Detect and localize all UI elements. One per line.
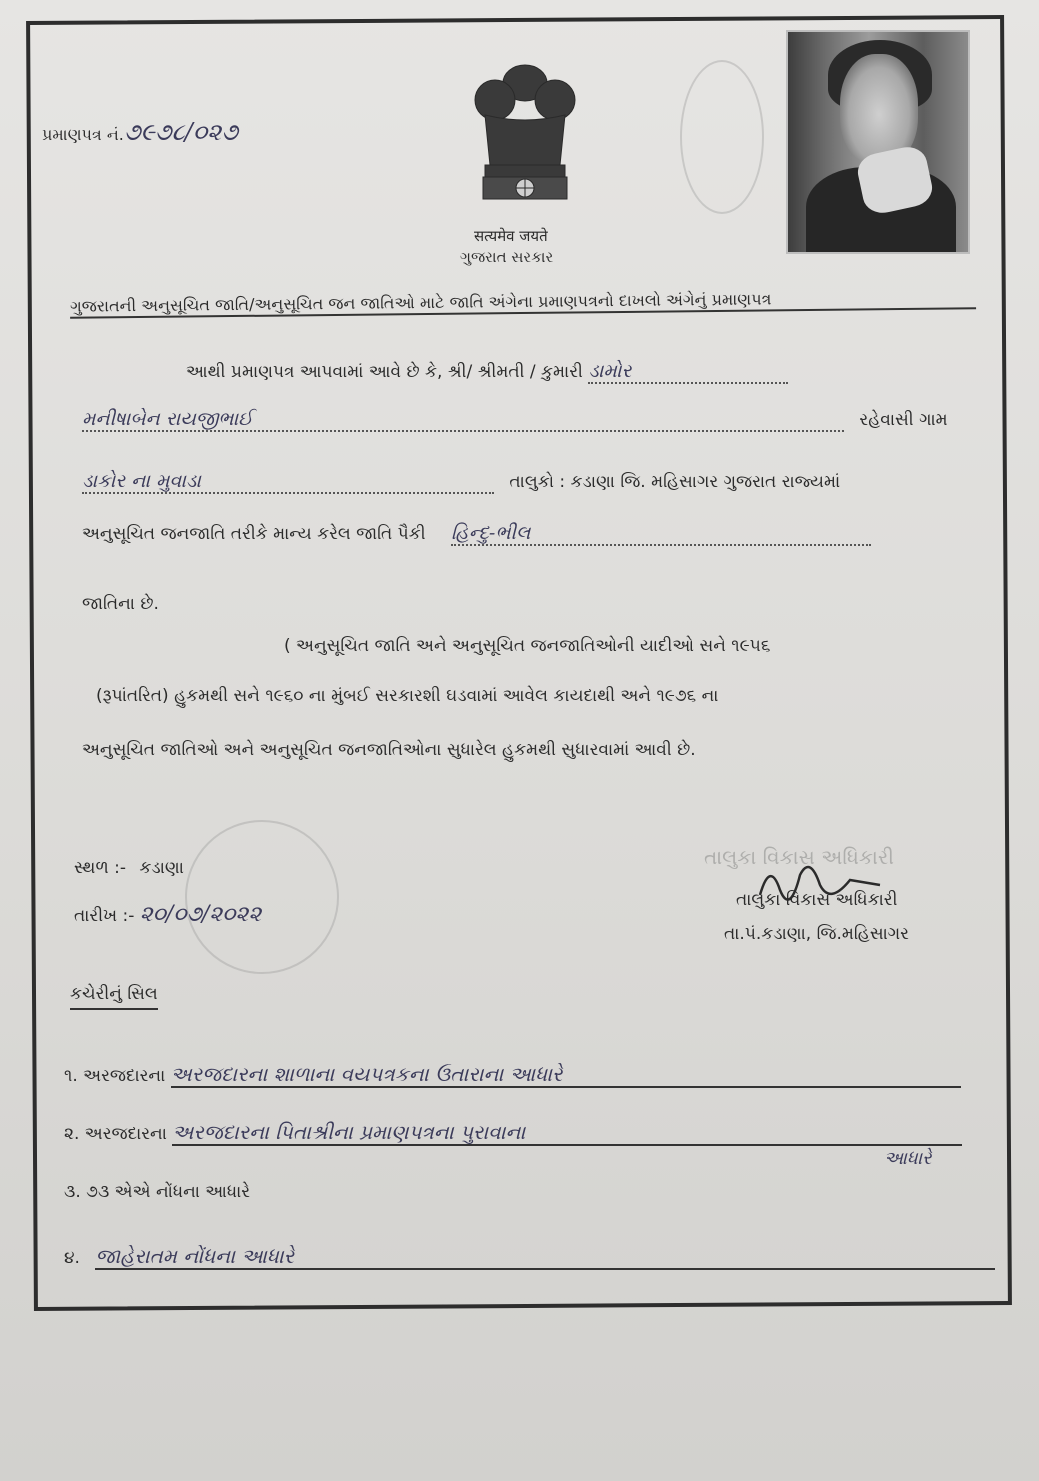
emblem-motto: सत्यमेव जयते (474, 227, 548, 245)
basis-value: અરજદારના શાળાના વયપત્રકના ઉતારાના આધારે (171, 1062, 961, 1088)
faint-seal-bottom (185, 820, 339, 974)
date-row (74, 902, 261, 927)
basis-item-2 (64, 1120, 1028, 1146)
faint-seal-top (680, 60, 764, 214)
body-line-3 (82, 470, 840, 494)
basis-value: જાહેરાતમ નોંધના આધારે (95, 1244, 995, 1270)
body-line-5: જાતિના છે. (82, 594, 159, 614)
basis-label: અરજદારના (84, 1124, 167, 1144)
paragraph-line-1: ( અનુસૂચિત જાતિ અને અનુસૂચિત જનજાતિઓની યાદીઓ સને ૧૯૫૬ (284, 636, 771, 656)
line1-prefix: આથી પ્રમાણપત્ર આપવામાં આવે છે કે, શ્રી/ શ્રીમતી / કુમારી (186, 362, 583, 382)
officer-title: તાલુકા વિકાસ અધિકારી (736, 890, 898, 910)
paragraph-line-3: અનુસૂચિત જાતિઓ અને અનુસૂચિત જનજાતિઓના સુધારેલ હુકમથી સુધારવામાં આવી છે. (82, 740, 696, 760)
faint-officer-stamp: તાલુકા વિકાસ અધિકારી (704, 845, 894, 869)
line3-suffix: તાલુકો : કડાણા જિ. મહિસાગર ગુજરાત રાજ્યમાં (509, 472, 841, 492)
paragraph-line-2: (રૂપાંતરિત) હુકમથી સને ૧૯૬૦ ના મુંબઈ સરકારશી ઘડવામાં આવેલ કાયદાથી અને ૧૯૭૬ ના (96, 686, 719, 706)
state-emblem-icon (455, 55, 595, 230)
basis-item-4 (64, 1244, 1028, 1270)
line4-prefix: અનુસૂચિત જનજાતિ તરીકે માન્ય કરેલ જાતિ પૈકી (82, 524, 426, 544)
basis-num: ૧. (64, 1066, 78, 1086)
certificate-number-label: પ્રમાણપત્ર નં. (42, 125, 124, 144)
line4-value: હિન્દુ-ભીલ (451, 522, 871, 546)
office-seal-label: કચેરીનું સિલ (70, 984, 158, 1010)
basis-item-3 (64, 1182, 250, 1202)
line1-value: ડામોર (588, 360, 788, 384)
applicant-photo (786, 30, 970, 254)
line2-value: મનીષાબેન રાયજીભાઈ (82, 408, 844, 432)
certificate-number (42, 118, 238, 146)
basis-item-1 (64, 1062, 1028, 1088)
body-line-2 (82, 408, 948, 432)
basis-num: ૪. (64, 1248, 80, 1268)
certificate-number-value: ૭૯૭૮/૦૨૭ (123, 118, 238, 146)
line3-value: ડાકોર ના મુવાડા (82, 470, 494, 494)
basis-label: અરજદારના (83, 1066, 166, 1086)
basis-label: ૭૩ એએ નોંધના આધારે (86, 1182, 251, 1202)
body-line-4 (82, 522, 871, 546)
emblem-government: ગુજરાત સરકાર (460, 248, 554, 266)
body-line-1 (186, 360, 788, 384)
date-label: તારીખ :- (74, 906, 135, 926)
place-label: સ્થળ :- (74, 858, 126, 878)
line2-suffix: રહેવાસી ગામ (859, 410, 948, 430)
date-value: ૨૦/૦૭/૨૦૨૨ (139, 902, 262, 927)
basis-num: ૨. (64, 1124, 80, 1144)
place-row (74, 858, 184, 878)
basis-value: અરજદારના પિતાશ્રીના પ્રમાણપત્રના પુરાવાના (172, 1120, 962, 1146)
certificate-title: ગુજરાતની અનુસૂચિત જાતિ/અનુસૂચિત જન જાતિઓ માટે જાતિ અંગેના પ્રમાણપત્રનો દાખલો અંગેનું પ્રમાણપત્ર (70, 287, 976, 318)
place-value: કડાણા (139, 858, 184, 878)
basis-num: ૩. (64, 1182, 81, 1202)
officer-office: તા.પં.કડાણા, જિ.મહિસાગર (724, 924, 909, 944)
basis-value-continued: આધારે (884, 1148, 932, 1169)
